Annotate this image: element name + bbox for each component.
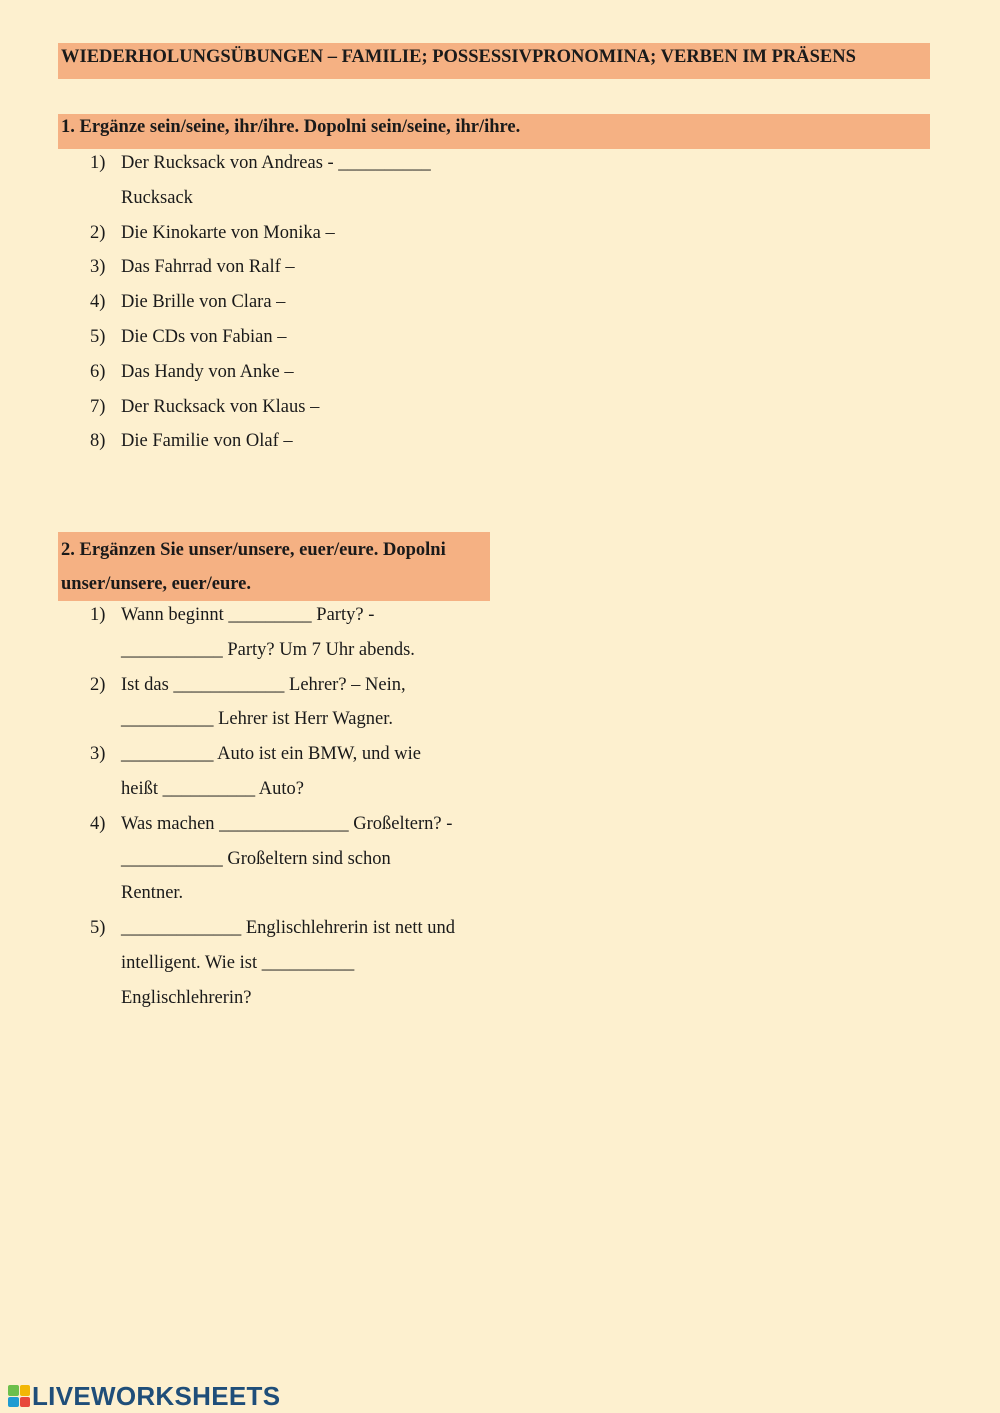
item-number: 4) (90, 292, 106, 313)
exercise-item (90, 807, 510, 911)
logo-square (20, 1397, 31, 1408)
item-text: intelligent. Wie ist __________ (121, 952, 355, 973)
item-text: __________ Lehrer ist Herr Wagner. (121, 709, 393, 730)
item-number: 1) (90, 153, 106, 173)
liveworksheets-logo[interactable] (8, 1381, 280, 1411)
item-text: Die Kinokarte von Monika – (121, 222, 335, 243)
item-text: Die Familie von Olaf – (121, 431, 293, 452)
exercise-item (90, 424, 490, 459)
item-number: 7) (90, 396, 106, 417)
item-number: 5) (90, 326, 106, 347)
item-text: Wann beginnt _________ Party? - (121, 605, 375, 625)
item-text: Das Fahrrad von Ralf – (121, 257, 295, 278)
item-text: heißt __________ Auto? (121, 778, 304, 799)
exercise-item (90, 320, 490, 355)
exercise-item (90, 390, 490, 425)
logo-mark-icon (8, 1385, 30, 1407)
item-number: 2) (90, 674, 106, 695)
section-1-heading: 1. Ergänze sein/seine, ihr/ihre. Dopolni sein/seine, ihr/ihre. (58, 114, 930, 149)
item-text: Die CDs von Fabian – (121, 326, 287, 347)
item-number: 1) (90, 605, 106, 625)
logo-square (8, 1397, 19, 1408)
section-2-exercise-list (90, 598, 510, 1016)
item-text: Was machen ______________ Großeltern? - (121, 813, 453, 834)
item-text: Das Handy von Anke – (121, 361, 294, 382)
section-2-heading (58, 532, 490, 601)
item-number: 6) (90, 361, 106, 382)
exercise-item (90, 355, 490, 390)
exercise-item (90, 285, 490, 320)
item-text: _____________ Englischlehrerin ist nett und (121, 918, 455, 939)
item-text: Rentner. (121, 883, 184, 904)
item-text: ___________ Party? Um 7 Uhr abends. (121, 639, 415, 660)
item-text: Rucksack (121, 187, 193, 208)
item-number: 4) (90, 813, 106, 834)
item-text: Der Rucksack von Andreas - __________ (121, 153, 431, 173)
exercise-item (90, 146, 490, 216)
item-text: ___________ Großeltern sind schon (121, 848, 391, 869)
item-number: 2) (90, 222, 106, 243)
exercise-item (90, 737, 510, 807)
item-number: 8) (90, 431, 106, 452)
item-number: 5) (90, 918, 106, 939)
logo-square (20, 1385, 31, 1396)
logo-square (8, 1385, 19, 1396)
section-2-heading-line: 2. Ergänzen Sie unser/unsere, euer/eure. Dopolni (61, 540, 446, 560)
logo-text: LIVEWORKSHEETS (32, 1380, 281, 1411)
page-title: WIEDERHOLUNGSÜBUNGEN – FAMILIE; POSSESSIVPRONOMINA; VERBEN IM PRÄSENS (58, 43, 930, 79)
item-number: 3) (90, 744, 106, 765)
item-text: Die Brille von Clara – (121, 292, 286, 313)
item-number: 3) (90, 257, 106, 278)
exercise-item (90, 598, 510, 668)
section-2-heading-line: unser/unsere, euer/eure. (61, 574, 251, 594)
exercise-item (90, 250, 490, 285)
exercise-item (90, 911, 510, 1015)
exercise-item (90, 216, 490, 251)
exercise-item (90, 668, 510, 738)
item-text: Der Rucksack von Klaus – (121, 396, 320, 417)
item-text: Ist das ____________ Lehrer? – Nein, (121, 674, 406, 695)
section-1-exercise-list (90, 146, 490, 459)
item-text: __________ Auto ist ein BMW, und wie (121, 744, 421, 765)
item-text: Englischlehrerin? (121, 987, 252, 1008)
